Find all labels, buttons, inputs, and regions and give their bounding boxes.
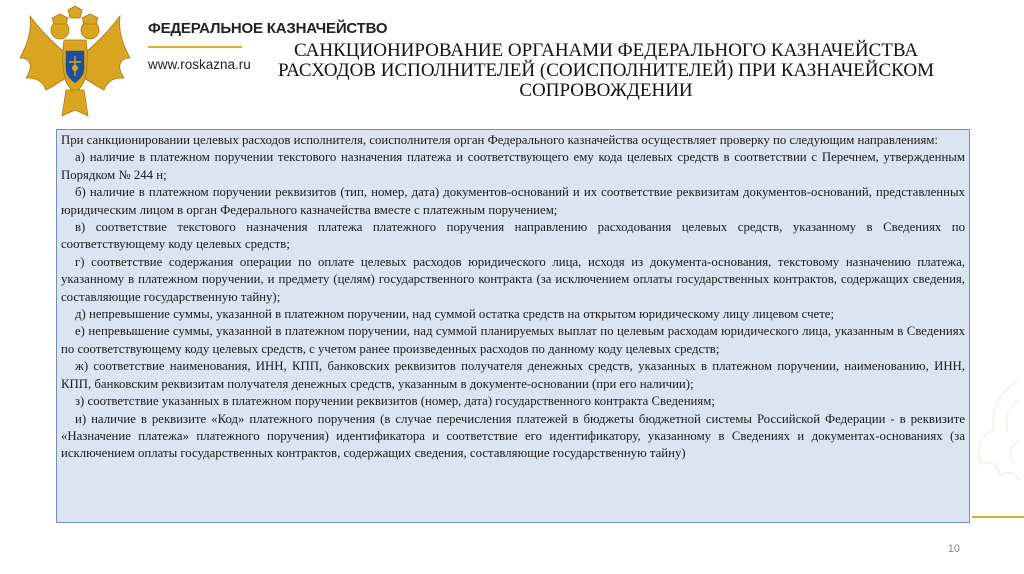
list-item-d: д) непревышение суммы, указанной в платежном поручении, над суммой остатка средств на открытом юридическому лицу лицевом счете; xyxy=(75,307,835,322)
slide-title-line-2: РАСХОДОВ ИСПОЛНИТЕЛЕЙ (СОИСПОЛНИТЕЛЕЙ) ПРИ КАЗНАЧЕЙСКОМ xyxy=(278,60,934,81)
list-item-i: и) наличие в реквизите «Код» платежного поручения (в случае перечисления платежей в бюджеты бюджетной системы Российской Федерации - в реквизите «Назначение платежа» платежного поручения) идентификатора и соответствие его идентификатору, указанному в Сведениях и документах-основаниях (за исключением оплаты государственных контрактов, содержащих сведения, составляющие государственную тайну) xyxy=(61,411,965,461)
list-item-z: з) соответствие указанных в платежном поручении реквизитов (номер, дата) государственного контракта Сведениям; xyxy=(75,394,715,409)
eagle-watermark-icon xyxy=(960,360,1024,510)
list-item-a: а) наличие в платежном поручении текстового назначения платежа и соответствующего ему кода целевых средств в соответствии с Перечнем, утвержденным Порядком № 244 н; xyxy=(61,150,965,182)
page-number: 10 xyxy=(947,543,960,555)
organization-name: ФЕДЕРАЛЬНОЕ КАЗНАЧЕЙСТВО xyxy=(148,20,388,37)
slide-title-line-3: СОПРОВОЖДЕНИИ xyxy=(519,80,693,101)
list-item-v: в) соответствие текстового назначения платежа платежного поручения направлению расходования целевых средств, указанному в Сведениях по соответствующему коду целевых средств; xyxy=(61,220,965,252)
intro-paragraph: При санкционировании целевых расходов исполнителя, соисполнителя орган Федерального казначейства осуществляет проверку по следующим направлениям: xyxy=(61,133,938,147)
list-item-b: б) наличие в платежном поручении реквизитов (тип, номер, дата) документов-оснований и их соответствие реквизитам документов-оснований, представленных юридическим лицом в орган Федерального казначейства вместе с платежным поручением; xyxy=(61,185,965,217)
list-item-zh: ж) соответствие наименования, ИНН, КПП, банковских реквизитов получателя денежных средств, указанных в платежном поручении, наименованию, ИНН, КПП, банковским реквизитам получателя денежных средств, указанным в документе-основании (при его наличии); xyxy=(61,359,965,391)
list-item-g: г) соответствие содержания операции по оплате целевых расходов юридического лица, исходя из документа-основания, текстовому назначению платежа, указанному в платежном поручении, и предмету (целям) государственного контракта (за исключением оплаты государственных контрактов, содержащих сведения, составляющие государственную тайну); xyxy=(61,254,965,304)
list-item-e: е) непревышение суммы, указанной в платежном поручении, над суммой планируемых выплат по целевым расходам юридического лица, указанным в Сведениях по соответствующему коду целевых средств, с учетом ранее произведенных расходов по данному коду целевых средств; xyxy=(61,324,965,356)
header-divider xyxy=(148,46,242,48)
content-box xyxy=(56,129,970,523)
slide-title-line-1: САНКЦИОНИРОВАНИЕ ОРГАНАМИ ФЕДЕРАЛЬНОГО КАЗНАЧЕЙСТВА xyxy=(293,40,919,61)
slide-title xyxy=(256,41,956,101)
double-headed-eagle-emblem-icon xyxy=(16,6,134,126)
footer-accent-line xyxy=(972,516,1024,518)
website-link[interactable]: www.roskazna.ru xyxy=(148,57,251,72)
